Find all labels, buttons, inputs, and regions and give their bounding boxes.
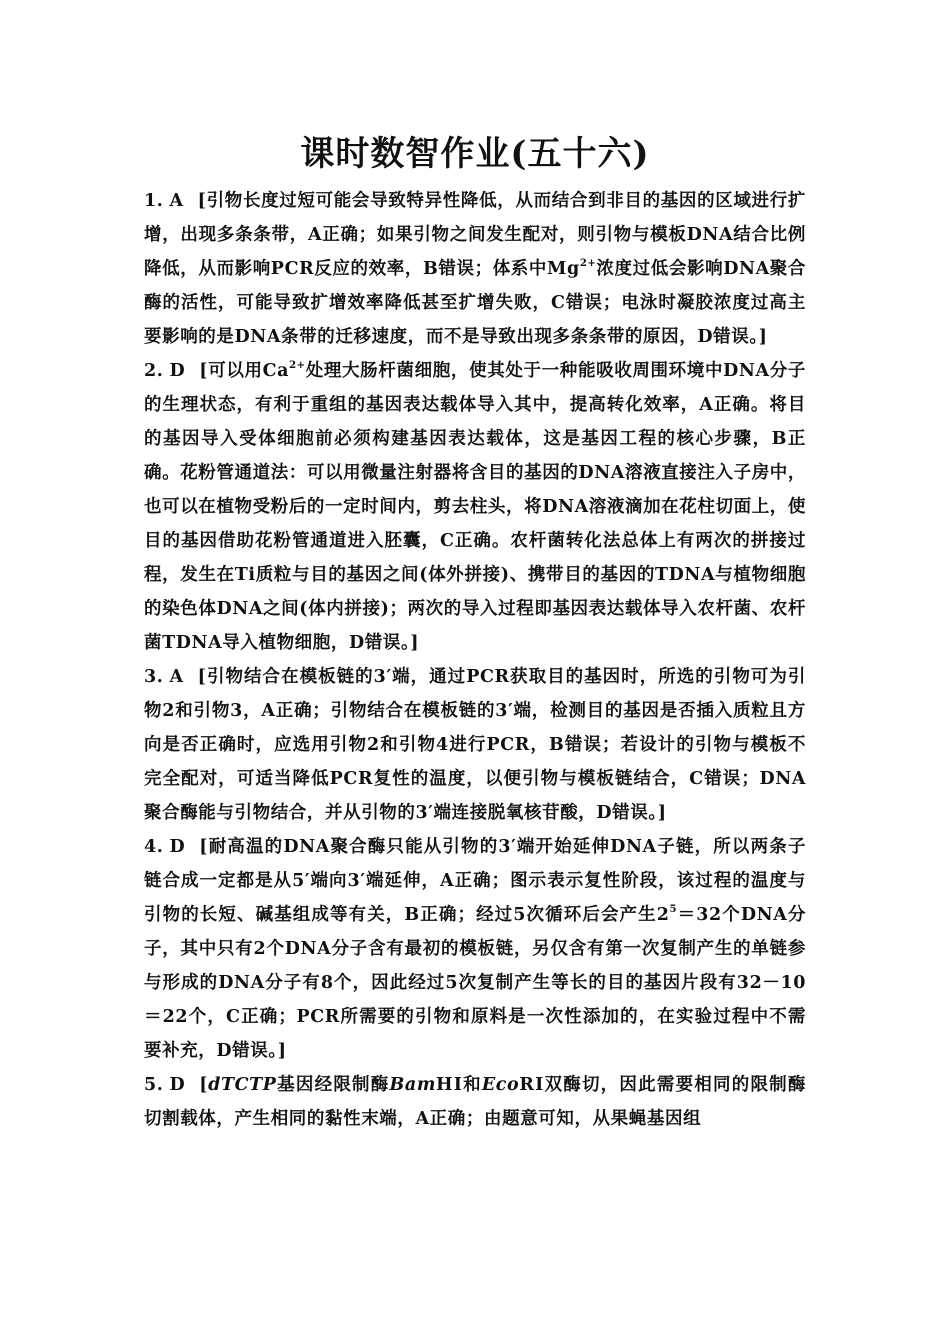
answer-explanation-cont: 处理大肠杆菌细胞，使其处于一种能吸收周围环境中DNA分子的生理状态，有利于重组的基因表达载体导入其中，提高转化效率，A正确。将目的基因导入受体细胞前必须构建基因表达载体，这是基因工程的核心步骤，B正确。花粉管通道法：可以用微量注射器将含目的基因的DNA溶液直接注入子房中，也可以在植物受粉后的一定时间内，剪去柱头，将DNA溶液滴加在花柱切面上，使目的基因借助花粉管通道进入胚囊，C正确。农杆菌转化法总体上有两次的拼接过程，发生在Ti质粒与目的基因之间(体外拼接)、携带目的基因的TDNA与植物细胞的染色体DNA之间(体内拼接)；两次的导入过程即基因表达载体导入农杆菌、农杆菌TDNA导入植物细胞，D错误。] <box>144 361 806 653</box>
answer-number: 1. <box>144 191 164 211</box>
gene-name: dTCTP <box>208 1075 277 1095</box>
answer-explanation-cont: 浓度过低会影响DNA聚合酶的活性，可能导致扩增效率降低甚至扩增失败，C错误；电泳时凝胶浓度过高主要影响的是DNA条带的迁移速度，而不是导致出现多条条带的原因，D错误。] <box>144 259 807 347</box>
enzyme-suffix-1: HⅠ <box>435 1075 464 1095</box>
answer-explanation: [耐高温的DNA聚合酶只能从引物的3′端开始延伸DNA子链，所以两条子链合成一定都是从5′端向3′端延伸，A正确；图示表示复性阶段，该过程的温度与引物的长短、碱基组成等有关，B正确；经过5次循环后会产生2 <box>144 837 806 925</box>
answer-choice: A <box>169 667 184 687</box>
answer-list <box>144 184 806 1136</box>
answer-number: 2. <box>144 361 164 381</box>
answer-choice: D <box>169 1075 186 1095</box>
superscript: 2+ <box>579 258 597 269</box>
superscript: 2+ <box>289 360 306 371</box>
enzyme-suffix-2: RⅠ <box>519 1075 545 1095</box>
bracket-open: [ <box>199 1075 209 1095</box>
answer-explanation-cont: 双酶切，因此需要相同的限制酶切割载体，产生相同的黏性末端，A正确；由题意可知，从果蝇基因组 <box>144 1075 807 1129</box>
enzyme-name-1: Bam <box>389 1075 436 1095</box>
answer-4 <box>144 830 806 1068</box>
answer-choice: A <box>169 191 184 211</box>
answer-explanation: [可以用Ca <box>199 361 290 381</box>
answer-1 <box>144 184 806 354</box>
enzyme-name-2: Eco <box>481 1075 520 1095</box>
answer-explanation: [引物长度过短可能会导致特异性降低，从而结合到非目的基因的区域进行扩增，出现多条条带，A正确；如果引物之间发生配对，则引物与模板DNA结合比例降低，从而影响PCR反应的效率，B错误；体系中Mg <box>144 191 806 279</box>
answer-number: 3. <box>144 667 164 687</box>
answer-2 <box>144 354 806 660</box>
superscript: 5 <box>669 904 678 915</box>
answer-number: 5. <box>144 1075 164 1095</box>
answer-number: 4. <box>144 837 164 857</box>
answer-choice: D <box>169 837 186 857</box>
answer-5 <box>144 1068 806 1136</box>
answer-choice: D <box>169 361 186 381</box>
answer-3 <box>144 660 806 830</box>
answer-explanation: 基因经限制酶 <box>276 1075 390 1095</box>
conjunction: 和 <box>463 1075 482 1095</box>
answer-explanation: [引物结合在模板链的3′端，通过PCR获取目的基因时，所选的引物可为引物2和引物3，A正确；引物结合在模板链的3′端，检测目的基因是否插入质粒且方向是否正确时，应选用引物2和引物4进行PCR，B错误；若设计的引物与模板不完全配对，可适当降低PCR复性的温度，以便引物与模板链结合，C错误；DNA聚合酶能与引物结合，并从引物的3′端连接脱氧核苷酸，D错误。] <box>144 667 806 823</box>
page-title: 课时数智作业(五十六) <box>300 134 650 174</box>
answer-explanation-cont: ＝32个DNA分子，其中只有2个DNA分子含有最初的模板链，另仅含有第一次复制产生的单链参与形成的DNA分子有8个，因此经过5次复制产生等长的目的基因片段有32－10＝22个，C正确；PCR所需要的引物和原料是一次性添加的，在实验过程中不需要补充，D错误。] <box>144 905 806 1061</box>
